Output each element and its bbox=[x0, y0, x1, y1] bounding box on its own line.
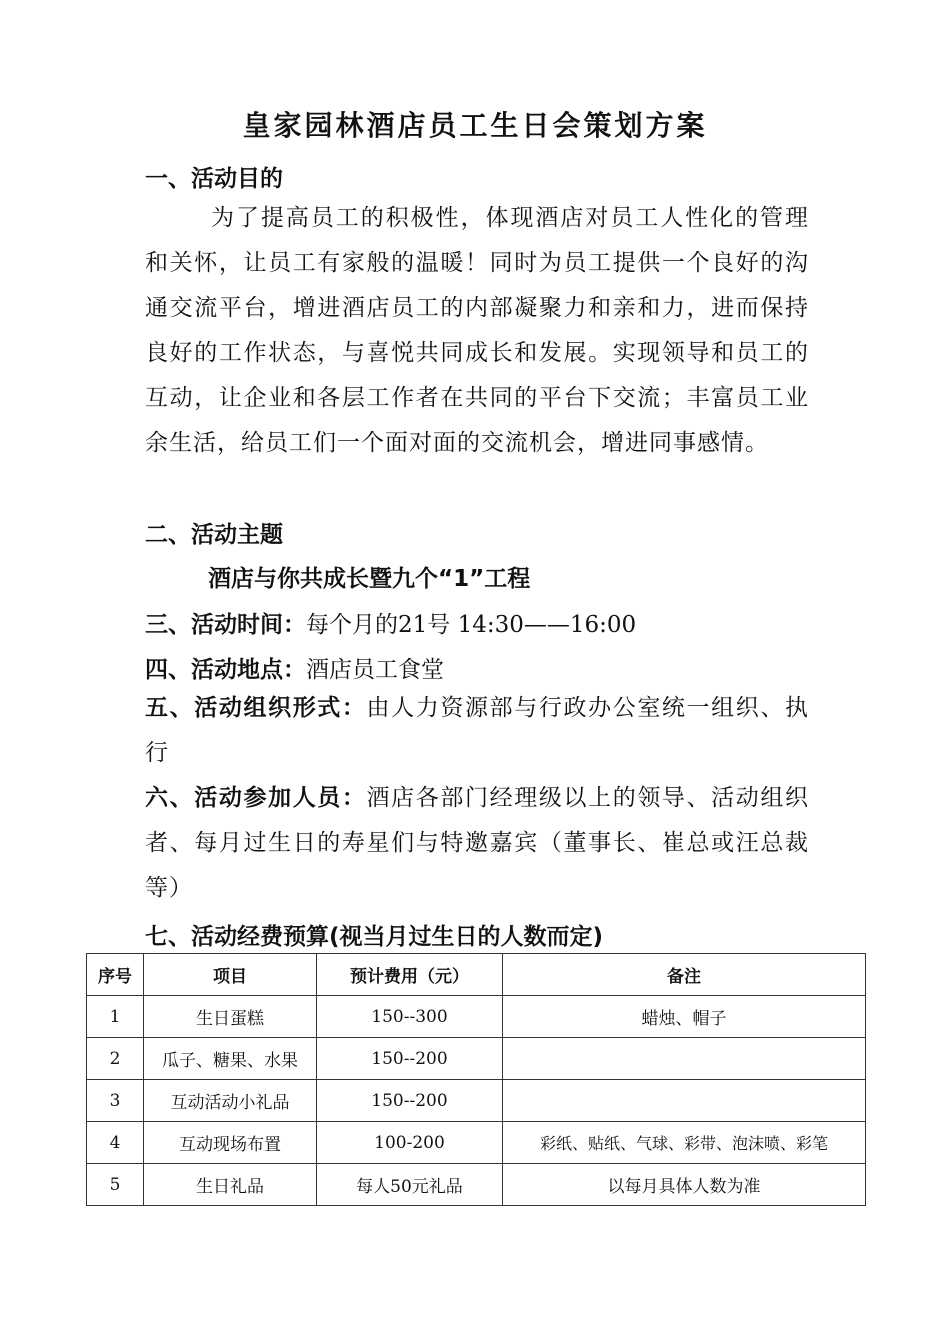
section-purpose-heading: 一、活动目的 bbox=[145, 166, 283, 192]
section-participants bbox=[145, 776, 809, 911]
header-cell-note: 备注 bbox=[503, 954, 866, 996]
section-organization bbox=[145, 686, 809, 776]
header-cell-cost: 预计费用（元） bbox=[317, 954, 503, 996]
table-cell: 以每月具体人数为准 bbox=[503, 1164, 866, 1206]
table-cell: 生日礼品 bbox=[144, 1164, 317, 1206]
header-cell-item: 项目 bbox=[144, 954, 317, 996]
section-time bbox=[145, 606, 636, 639]
section-time-heading: 三、活动时间： bbox=[145, 612, 306, 638]
table-cell: 3 bbox=[87, 1080, 144, 1122]
header-cell-index: 序号 bbox=[87, 954, 144, 996]
table-cell bbox=[503, 1080, 866, 1122]
section-purpose-body: 为了提高员工的积极性，体现酒店对员工人性化的管理和关怀，让员工有家般的温暖！同时为员工提供一个良好的沟通交流平台，增进酒店员工的内部凝聚力和亲和力，进而保持良好的工作状态，与喜悦共同成长和发展。实现领导和员工的互动，让企业和各层工作者在共同的平台下交流；丰富员工业余生活，给员工们一个面对面的交流机会，增进同事感情。 bbox=[145, 205, 809, 456]
section-time-value: 每个月的21号 14:30——16:00 bbox=[306, 612, 637, 638]
table-row bbox=[87, 1164, 866, 1206]
section-budget-heading: 七、活动经费预算(视当月过生日的人数而定) bbox=[145, 924, 604, 950]
section-participants-heading: 六、活动参加人员： bbox=[145, 785, 367, 811]
table-cell: 150--300 bbox=[317, 996, 503, 1038]
section-organization-value: 由人力资源部与行政办公室统一组织、执行 bbox=[145, 695, 810, 766]
section-organization-heading: 五、活动组织形式： bbox=[145, 695, 367, 721]
table-cell: 4 bbox=[87, 1122, 144, 1164]
budget-table bbox=[86, 953, 866, 1206]
section-theme-heading: 二、活动主题 bbox=[145, 522, 283, 548]
section-participants-value: 酒店各部门经理级以上的领导、活动组织者、每月过生日的寿星们与特邀嘉宾（董事长、崔总或汪总裁等） bbox=[145, 785, 810, 901]
table-row bbox=[87, 1080, 866, 1122]
table-cell: 150--200 bbox=[317, 1080, 503, 1122]
section-location-value: 酒店员工食堂 bbox=[306, 657, 444, 683]
document-title: 皇家园林酒店员工生日会策划方案 bbox=[242, 109, 708, 142]
table-header-row bbox=[87, 954, 866, 996]
table-cell: 瓜子、糖果、水果 bbox=[144, 1038, 317, 1080]
section-location bbox=[145, 651, 444, 684]
table-cell: 100-200 bbox=[317, 1122, 503, 1164]
table-cell: 150--200 bbox=[317, 1038, 503, 1080]
table-row bbox=[87, 996, 866, 1038]
table-cell: 蜡烛、帽子 bbox=[503, 996, 866, 1038]
table-cell: 每人50元礼品 bbox=[317, 1164, 503, 1206]
section-location-heading: 四、活动地点： bbox=[145, 657, 306, 683]
table-cell: 5 bbox=[87, 1164, 144, 1206]
table-cell bbox=[503, 1038, 866, 1080]
table-row bbox=[87, 1122, 866, 1164]
table-row bbox=[87, 1038, 866, 1080]
table-cell: 互动现场布置 bbox=[144, 1122, 317, 1164]
table-cell: 互动活动小礼品 bbox=[144, 1080, 317, 1122]
table-cell: 彩纸、贴纸、气球、彩带、泡沫喷、彩笔 bbox=[503, 1122, 866, 1164]
table-cell: 生日蛋糕 bbox=[144, 996, 317, 1038]
table-cell: 1 bbox=[87, 996, 144, 1038]
table-cell: 2 bbox=[87, 1038, 144, 1080]
section-theme-body: 酒店与你共成长暨九个“1”工程 bbox=[208, 566, 531, 592]
